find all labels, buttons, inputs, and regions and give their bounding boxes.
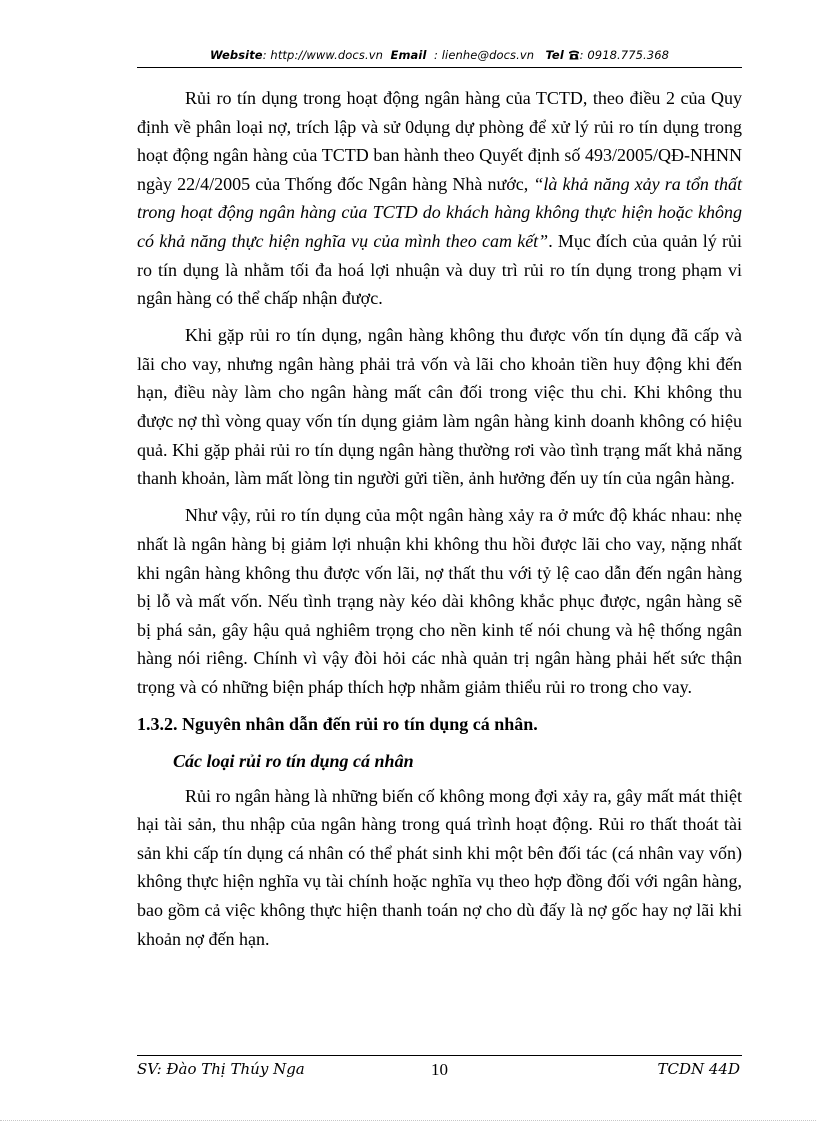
phone-icon [568, 49, 580, 63]
definition-quote: “là khả năng xảy ra tổn thất trong hoạt động ngân hàng của TCTD do khách hàng không thực hiện hoặc không có khả năng thực hiện nghĩa vụ của mình theo cam kết” [137, 173, 742, 251]
paragraph-3: Như vậy, rủi ro tín dụng của một ngân hàng xảy ra ở mức độ khác nhau: nhẹ nhất là ngân hàng bị giảm lợi nhuận khi không thu hồi được lãi cho vay, nặng nhất khi ngân hàng không thu được vốn lãi, nợ thất thu với tỷ lệ cao dẫn đến ngân hàng bị lỗ và mất vốn. Nếu tình trạng này kéo dài không khắc phục được, ngân hàng sẽ bị phá sản, gây hậu quả nghiêm trọng cho nền kinh tế nói chung và hệ thống ngân hàng nói riêng. Chính vì vậy đòi hỏi các nhà quản trị ngân hàng phải hết sức thận trọng và có những biện pháp thích hợp nhằm giảm thiểu rủi ro trong cho vay. [137, 505, 742, 697]
website-label: Website [209, 48, 263, 62]
tel-value: : 0918.775.368 [579, 48, 670, 62]
paragraph-1-end: . Mục đích của quản lý rủi ro tín dụng là nhằm tối đa hoá lợi nhuận và duy trì rủi ro tín dụng trong phạm vi ngân hàng có thể chấp nhận được. [137, 230, 742, 309]
page-footer [137, 1060, 742, 1084]
paragraph-1 [137, 84, 742, 313]
section-heading: 1.3.2. Nguyên nhân dẫn đến rủi ro tín dụng cá nhân. [137, 714, 538, 735]
page-number: 10 [431, 1060, 448, 1079]
page-bottom-edge [0, 1120, 816, 1121]
email-label: Email [390, 48, 427, 62]
paragraph-4: Rủi ro ngân hàng là những biến cố không mong đợi xảy ra, gây mất mát thiệt hại tài sản, thu nhập của ngân hàng trong quá trình hoạt động. Rủi ro thất thoát tài sản khi cấp tín dụng cá nhân có thể phát sinh khi một bên đối tác (cá nhân vay vốn) không thực hiện nghĩa vụ tài chính hoặc nghĩa vụ theo hợp đồng đối với ngân hàng, bao gồm cả việc không thực hiện thanh toán nợ cho dù đấy là nợ gốc hay nợ lãi khi khoản nợ đến hạn. [137, 785, 742, 949]
footer-divider [137, 1055, 742, 1056]
email-value: : lienhe@docs.vn [434, 48, 535, 62]
paragraph-2: Khi gặp rủi ro tín dụng, ngân hàng không thu được vốn tín dụng đã cấp và lãi cho vay, nhưng ngân hàng phải trả vốn và lãi cho khoản tiền huy động khi đến hạn, điều này làm cho ngân hàng mất cân đối trong việc thu chi. Khi không thu được nợ thì vòng quay vốn tín dụng giảm làm ngân hàng kinh doanh không có hiệu quả. Khi gặp phải rủi ro tín dụng ngân hàng thường rơi vào tình trạng mất khả năng thanh khoản, làm mất lòng tin người gửi tiền, ảnh hưởng đến uy tín của ngân hàng. [137, 325, 742, 489]
footer-author: SV: Đào Thị Thúy Nga [137, 1060, 305, 1078]
header-divider [137, 67, 742, 68]
paragraph-1-start: Rủi ro tín dụng trong hoạt động ngân hàng của TCTD, theo điều 2 của Quy định về phân loại nợ, trích lập và sử 0dụng dự phòng để xử lý rủi ro tín dụng trong hoạt động ngân hàng của TCTD ban hành theo Quyết định số 493/2005/QĐ-NHNN ngày 22/4/2005 của Thống đốc Ngân hàng Nhà nước, [137, 88, 742, 194]
page-header [137, 48, 742, 63]
footer-class-code: TCDN 44D [657, 1060, 740, 1078]
document-body [137, 84, 742, 962]
tel-label: Tel [545, 48, 564, 62]
subheading: Các loại rủi ro tín dụng cá nhân [173, 751, 414, 772]
website-value: : http://www.docs.vn [262, 48, 383, 62]
